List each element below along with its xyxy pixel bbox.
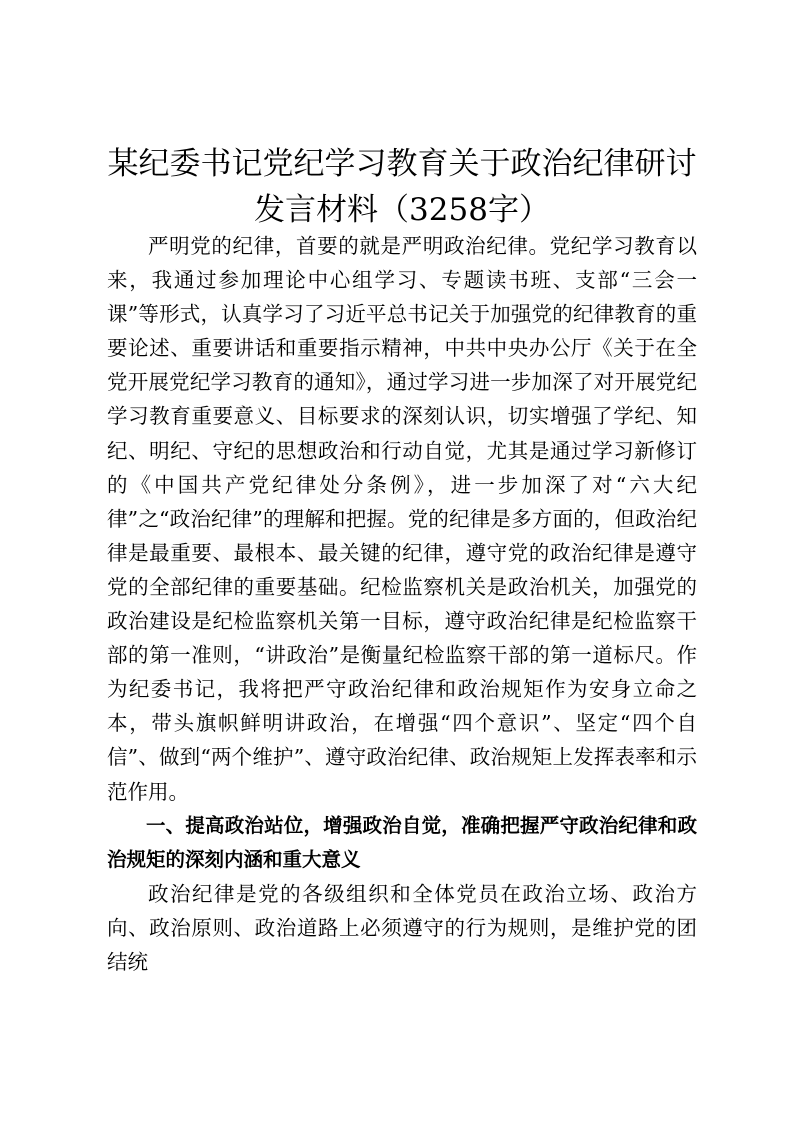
section-heading-1: 一、提高政治站位，增强政治自觉，准确把握严守政治纪律和政治规矩的深刻内涵和重大意义	[107, 813, 697, 871]
document-body	[107, 229, 697, 979]
paragraph-intro: 严明党的纪律，首要的就是严明政治纪律。党纪学习教育以来，我通过参加理论中心组学习、专题读书班、支部“三会一课”等形式，认真学习了习近平总书记关于加强党的纪律教育的重要论述、重要讲话和重要指示精神，中共中央办公厅《关于在全党开展党纪学习教育的通知》，通过学习进一步加深了对开展党纪学习教育重要意义、目标要求的深刻认识，切实增强了学纪、知纪、明纪、守纪的思想政治和行动自觉，尤其是通过学习新修订的《中国共产党纪律处分条例》，进一步加深了对“六大纪律”之“政治纪律”的理解和把握。党的纪律是多方面的，但政治纪律是最重要、最根本、最关键的纪律，遵守党的政治纪律是遵守党的全部纪律的重要基础。纪检监察机关是政治机关，加强党的政治建设是纪检监察机关第一目标，遵守政治纪律是纪检监察干部的第一准则，“讲政治”是衡量纪检监察干部的第一道标尺。作为纪委书记，我将把严守政治纪律和政治规矩作为安身立命之本，带头旗帜鲜明讲政治，在增强“四个意识”、坚定“四个自信”、做到“两个维护”、遵守政治纪律、政治规矩上发挥表率和示范作用。	[107, 234, 697, 804]
paragraph-section-1: 政治纪律是党的各级组织和全体党员在政治立场、政治方向、政治原则、政治道路上必须遵守的行为规则，是维护党的团结统	[107, 881, 697, 974]
document-title: 某纪委书记党纪学习教育关于政治纪律研讨发言材料（3258字）	[107, 146, 697, 228]
